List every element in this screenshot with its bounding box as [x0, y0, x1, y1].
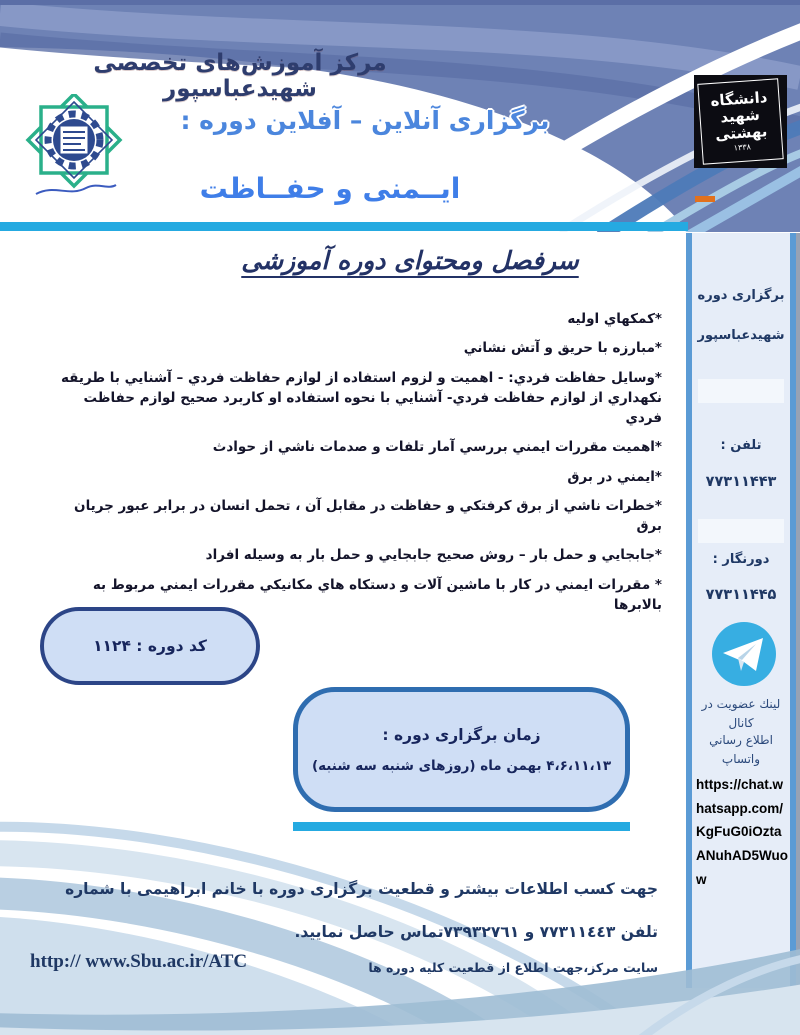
contact-info-line1: جهت کسب اطلاعات بیشتر و قطعیت برگزاری دوره با خانم ابراهیمی با شماره: [65, 880, 658, 898]
topic-item: *مبارزه با حريق و آتش نشاني: [463, 340, 662, 357]
contact-info-line2: تلفن ۷۷۳۱۱٤٤۳ و ۷۳۹۳۲۷٦۱تماس حاصل نمایید.: [294, 923, 658, 941]
topic-item: *خطرات ناشي از برق كرفتكي و حفاظت در مقابل آن ، تحمل انسان در برابر عبور جريان برق: [74, 497, 662, 534]
fax-number: ۷۷۳۱۱۴۴۵: [705, 587, 777, 603]
sidebar-organizer-line2: شهیدعباسپور: [697, 328, 785, 343]
sbu-university-logo: [694, 75, 787, 168]
sidebar-organizer-line1: برگزاری دوره: [697, 288, 785, 303]
header-cyan-divider: [0, 222, 688, 231]
sbu-logo-line3: بهشتی: [714, 122, 768, 144]
center-website-link[interactable]: http:// www.Sbu.ac.ir/ATC: [30, 951, 248, 972]
site-note: سایت مرکز،جهت اطلاع از قطعیت کلیه دوره ها: [368, 960, 658, 975]
course-title: ایــمنی و حفــاظت: [199, 172, 461, 205]
topic-item: * مقررات ايمني در كار با ماشين آلات و دستكاه هاي مكانيكي مقررات ايمني مربوط به بالابرها: [92, 576, 662, 613]
footer-wave-background: [0, 795, 800, 1035]
phone-number: ۷۷۳۱۱۴۴۳: [705, 474, 777, 490]
course-code-badge: [40, 607, 260, 685]
sidebar-divider: [698, 379, 784, 403]
sbu-logo-line1: دانشگاه: [709, 88, 768, 111]
topic-item: *اهميت مقررات ايمني بررسي آمار تلفات و صدمات ناشي از حوادث: [212, 439, 662, 456]
delivery-mode-line: برگزاری آنلاین – آفلاین دوره :: [180, 106, 550, 135]
topic-item: *كمكهاي اوليه: [567, 311, 662, 327]
training-center-logo: [24, 94, 124, 204]
topic-item: *ايمني در برق: [567, 468, 662, 485]
course-code-label: کد دوره : ۱۱۲۴: [93, 637, 207, 655]
telegram-icon[interactable]: [711, 621, 777, 687]
channel-note-line2: اطلاع رساني واتساپ: [709, 733, 773, 766]
phone-label: تلفن :: [720, 438, 762, 453]
org-title: مرکز آموزش‌های تخصصی شهیدعباسپور: [93, 50, 387, 102]
topic-item: *وسايل حفاظت فردي: - اهميت و لزوم استفاده از لوازم حفاظت فردي – آشنايي با طريقه نكهداري از لوازم حفاظت فردي- آشنايي با نحوه استفاده او كاربرد صحيح لوازم حفاظت فردي: [60, 369, 662, 426]
section-title: سرفصل ومحتوای دوره آموزشی: [241, 246, 579, 275]
schedule-title: زمان برگزاری دوره :: [382, 725, 541, 744]
orange-accent-dash: [695, 196, 715, 202]
course-topics-list: [56, 309, 662, 624]
topic-item: *جابجايي و حمل بار – روش صحيح جابجايي و حمل بار به وسيله افراد: [205, 547, 662, 564]
channel-note-line1: لینك عضویت در كانال: [701, 697, 781, 730]
sidebar-divider: [698, 519, 784, 543]
fax-label: دورنگار :: [712, 552, 770, 567]
whatsapp-link[interactable]: https://chat.whatsapp.com/KgFuG0iOztaANuhAD5Wuow: [696, 777, 788, 887]
sbu-logo-line2: شهید: [719, 105, 761, 127]
schedule-dates: ۴،۶،۱۱،۱۳ بهمن ماه (روزهای شنبه سه شنبه): [311, 757, 612, 774]
sbu-logo-year: ۱۳۳۸: [733, 142, 752, 153]
schedule-box: [293, 687, 630, 812]
